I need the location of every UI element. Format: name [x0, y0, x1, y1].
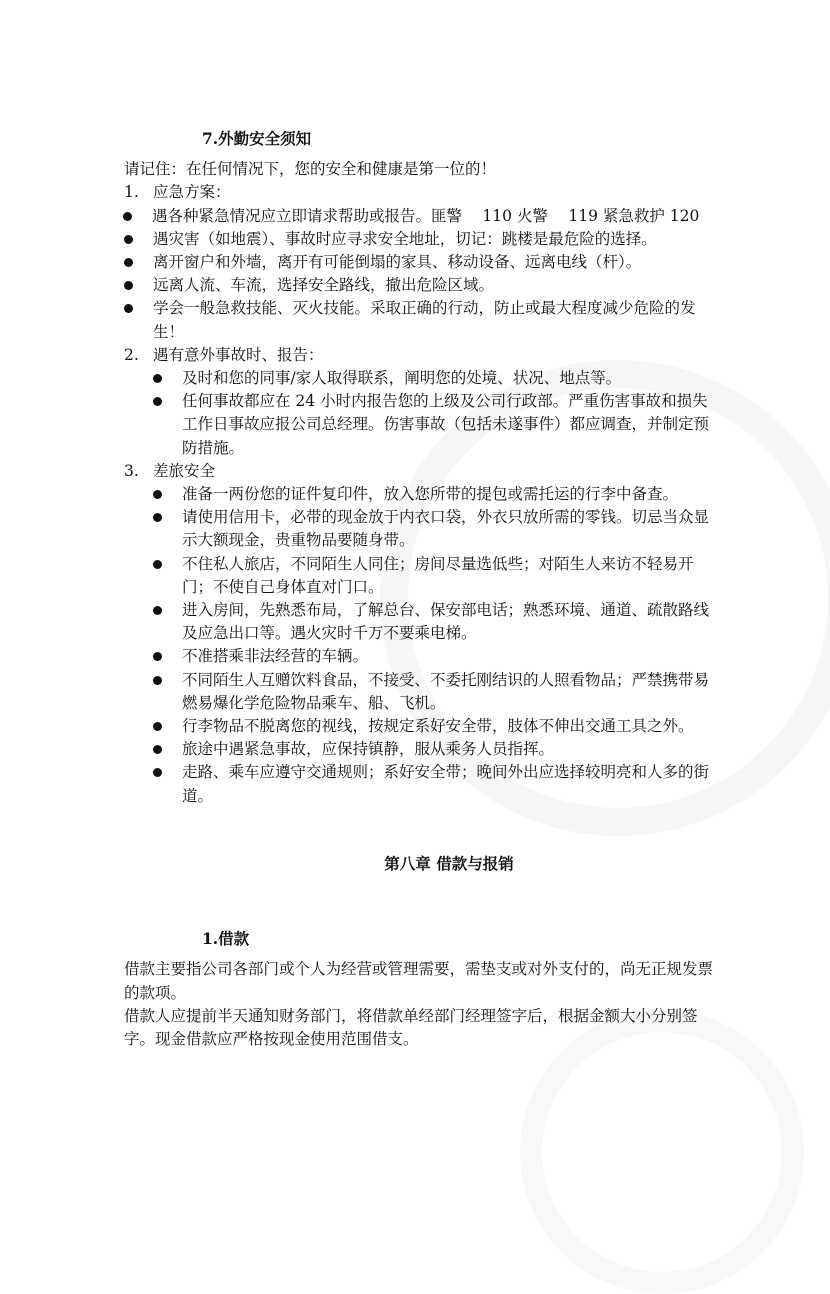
bullet-icon — [153, 374, 162, 383]
bullet-icon — [153, 513, 162, 522]
intro-text: 请记住：在任何情况下，您的安全和健康是第一位的！ — [124, 160, 497, 179]
bullet-icon — [123, 212, 132, 221]
bullet-item — [124, 297, 714, 343]
bullet-text: 行李物品不脱离您的视线，按规定系好安全带，肢体不伸出交通工具之外。 — [182, 717, 694, 736]
bullet-text: 任何事故都应在 24 小时内报告您的上级及公司行政部。严重伤害事故和损失工作日事故应报公司总经理。伤害事故（包括未遂事件）都应调查，并制定预防措施。 — [182, 392, 710, 457]
sub-bullet-item — [153, 645, 714, 668]
bullet-text: 遇各种紧急情况应立即请求帮助或报告。匪警 110 火警 119 紧急救护 120 — [152, 206, 700, 225]
sub-bullet-item — [153, 390, 714, 460]
bullet-item — [123, 205, 714, 228]
bullet-text: 遇灾害（如地震）、事故时应寻求安全地址，切记：跳楼是最危险的选择。 — [153, 229, 657, 248]
numbered-item-1 — [124, 181, 714, 204]
bullet-text: 离开窗户和外墙，离开有可能倒塌的家具、移动设备、远离电线（杆）。 — [153, 253, 642, 272]
section-heading: 7.外勤安全须知 — [202, 129, 312, 148]
bullet-icon — [153, 606, 162, 615]
bullet-item — [124, 251, 714, 274]
bullet-icon — [124, 281, 133, 290]
bullet-text: 学会一般急救技能、灭火技能。采取正确的行动，防止或最大程度减少危险的发生！ — [153, 299, 696, 341]
bullet-icon — [153, 745, 162, 754]
bullet-text: 进入房间，先熟悉布局，了解总台、保安部电话；熟悉环境、通道、疏散路线及应急出口等。遇火灾时千万不要乘电梯。 — [182, 601, 710, 643]
bullet-text: 请使用信用卡，必带的现金放于内衣口袋，外衣只放所需的零钱。切忌当众显示大额现金，贵重物品要随身带。 — [182, 508, 710, 550]
sub-bullet-item — [153, 738, 714, 761]
subsection-heading: 1.借款 — [202, 929, 250, 949]
item-title: 差旅安全 — [153, 461, 216, 480]
sub-bullet-item — [153, 715, 714, 738]
bullet-icon — [153, 676, 162, 685]
item-number: 2. — [124, 345, 139, 364]
sub-bullet-item — [153, 761, 714, 807]
bullet-icon — [153, 768, 162, 777]
bullet-icon — [153, 490, 162, 499]
paragraph: 借款人应提前半天通知财务部门，将借款单经部门经理签字后，根据金额大小分别签字。现金借款应严格按现金使用范围借支。 — [124, 1006, 698, 1048]
bullet-item — [124, 274, 714, 297]
bullet-text: 走路、乘车应遵守交通规则；系好安全带；晚间外出应选择较明亮和人多的街道。 — [182, 763, 710, 805]
bullet-text: 及时和您的同事/家人取得联系，阐明您的处境、状况、地点等。 — [182, 369, 622, 388]
bullet-text: 准备一两份您的证件复印件，放入您所带的提包或需托运的行李中备查。 — [182, 485, 679, 504]
bullet-text: 不同陌生人互赠饮料食品，不接受、不委托刚结识的人照看物品；严禁携带易燃易爆化学危险物品乘车、船、飞机。 — [182, 670, 710, 712]
paragraph: 借款主要指公司各部门或个人为经营或管理需要，需垫支或对外支付的，尚无正规发票的款项。 — [124, 960, 714, 1002]
bullet-text: 远离人流、车流，选择安全路线，撤出危险区域。 — [153, 276, 495, 295]
bullet-item — [124, 228, 714, 251]
item-number: 3. — [124, 461, 139, 480]
numbered-item-2 — [124, 344, 714, 367]
bullet-icon — [124, 235, 133, 244]
watermark-seal-bottom — [520, 1010, 804, 1294]
bullet-text: 不准搭乘非法经营的车辆。 — [182, 647, 369, 666]
bullet-icon — [124, 304, 133, 313]
bullet-icon — [153, 652, 162, 661]
sub-bullet-item — [153, 506, 714, 552]
bullet-text: 旅途中遇紧急事故，应保持镇静，服从乘务人员指挥。 — [182, 740, 555, 759]
sub-bullet-item — [153, 553, 714, 599]
sub-bullet-item — [153, 367, 714, 390]
bullet-icon — [153, 722, 162, 731]
sub-bullet-item — [153, 483, 714, 506]
bullet-text: 不住私人旅店，不同陌生人同住；房间尽量选低些；对陌生人来访不轻易开门；不使自己身体直对门口。 — [182, 554, 694, 596]
sub-bullet-item — [153, 599, 714, 645]
numbered-item-3 — [124, 460, 714, 483]
document-content — [124, 127, 714, 1051]
bullet-icon — [124, 258, 133, 267]
bullet-icon — [153, 397, 162, 406]
item-title: 应急方案： — [153, 183, 231, 202]
bullet-icon — [153, 560, 162, 569]
sub-bullet-item — [153, 669, 714, 715]
chapter-title: 第八章 借款与报销 — [384, 853, 514, 873]
item-number: 1. — [124, 183, 139, 202]
item-title: 遇有意外事故时、报告： — [153, 345, 324, 364]
